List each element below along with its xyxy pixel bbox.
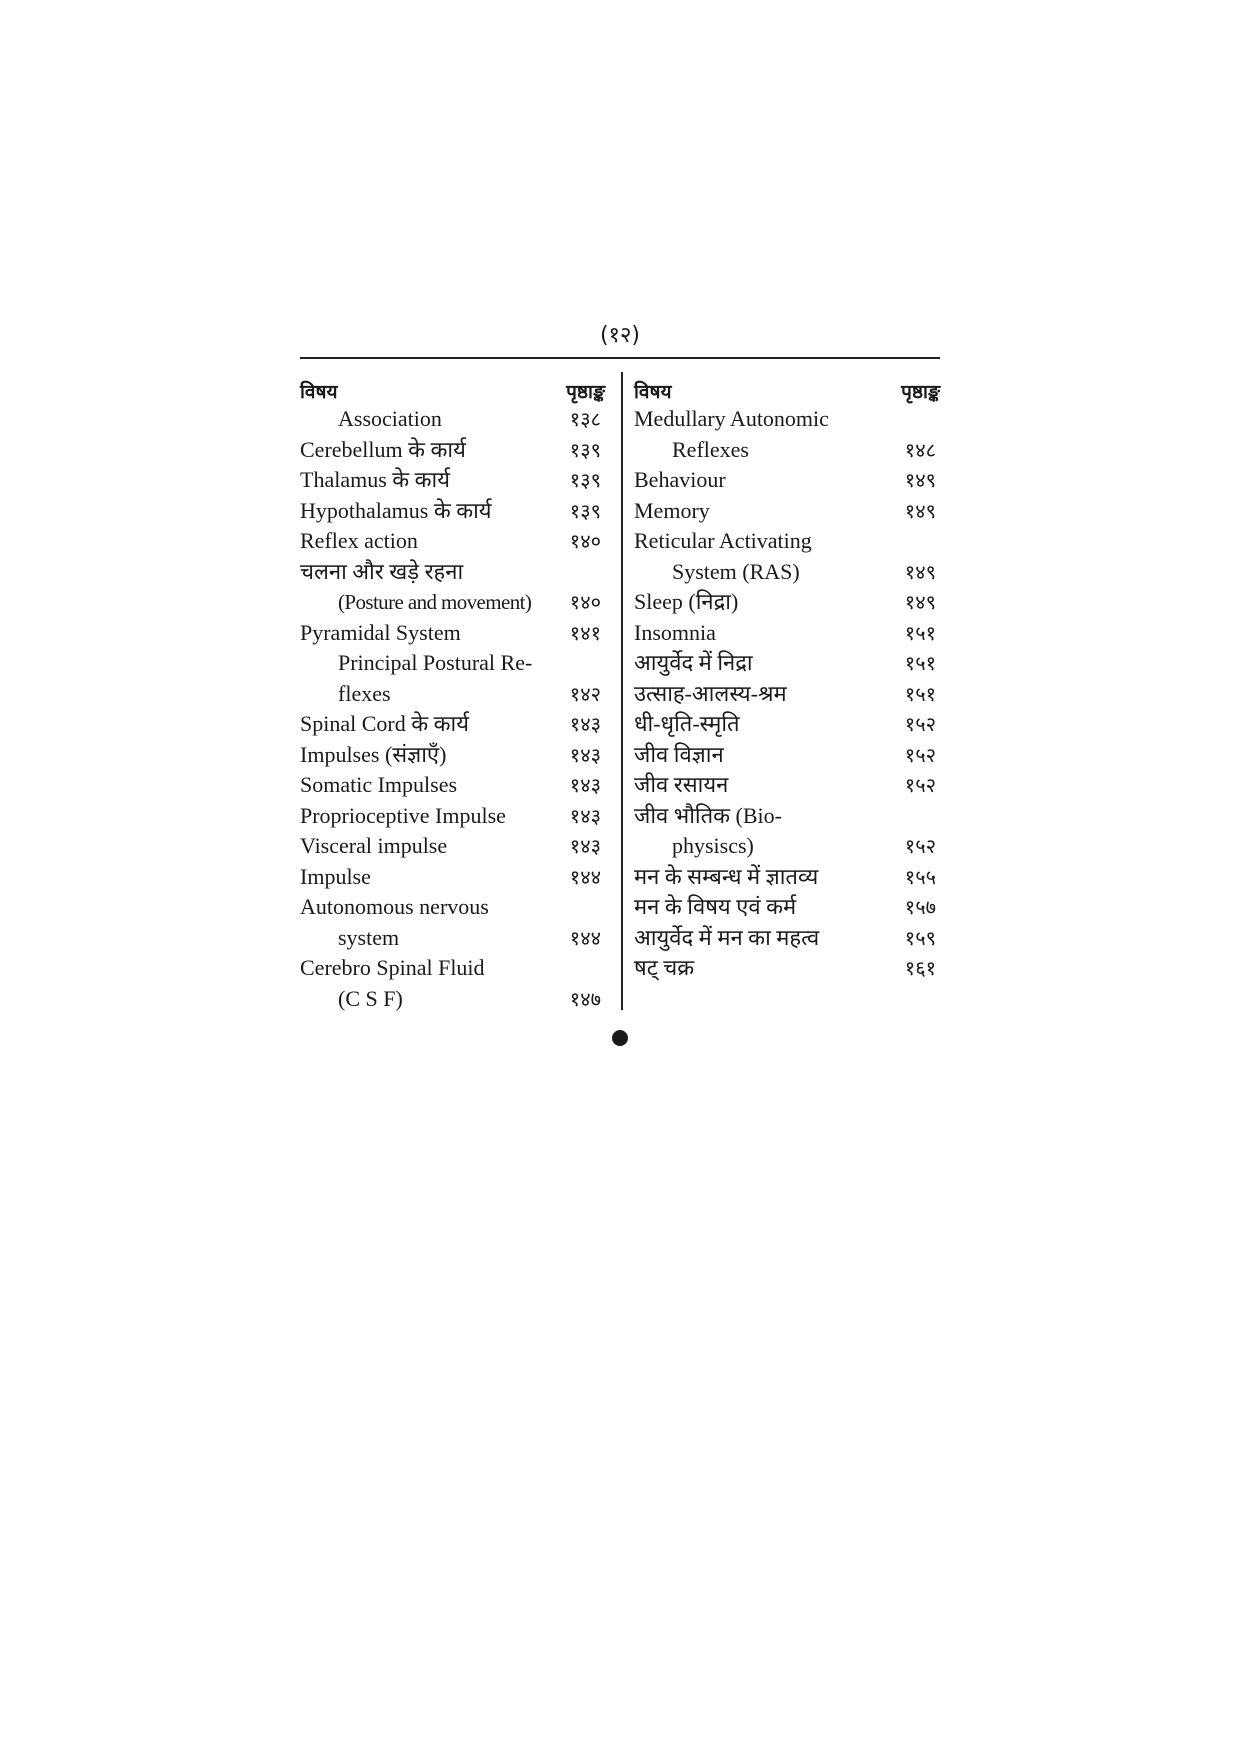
toc-entry [300, 679, 605, 710]
toc-entry [634, 587, 940, 618]
toc-entry [634, 435, 940, 466]
toc-entry [300, 770, 605, 801]
entry-title: Spinal Cord के कार्य [300, 711, 469, 736]
entry-title: Cerebellum के कार्य [300, 436, 466, 462]
toc-entry [300, 587, 605, 618]
entry-title: Memory [634, 497, 710, 523]
topic-header: विषय [634, 381, 672, 403]
entry-title: षट् चक्र [634, 955, 695, 980]
entry-title: Thalamus के कार्य [300, 467, 451, 492]
entry-page-number: १४२ [569, 681, 601, 706]
entry-title: flexes [338, 680, 391, 706]
toc-entry [634, 404, 940, 435]
entry-page-number: १४० [569, 590, 601, 614]
entry-title: Reflexes [672, 436, 749, 462]
entry-title: आयुर्वेद में निद्रा [634, 650, 753, 675]
entry-title: System (RAS) [672, 558, 800, 584]
page-header: पृष्ठाङ्क [566, 381, 605, 403]
entry-page-number: १४९ [904, 468, 936, 492]
toc-entry [634, 953, 940, 984]
toc-entry [300, 801, 605, 832]
entry-page-number: १४० [569, 529, 601, 553]
entry-page-number: १४४ [569, 864, 601, 889]
entry-page-number: १४३ [569, 803, 601, 828]
entry-title: जीव भौतिक (Bio- [634, 802, 782, 828]
entry-page-number: १४७ [569, 986, 601, 1011]
entry-page-number: १४३ [569, 712, 601, 736]
entry-title: Visceral impulse [300, 833, 448, 858]
entry-title: Pyramidal System [300, 619, 461, 645]
toc-entry [634, 679, 940, 710]
entry-title: Hypothalamus के कार्य [300, 497, 492, 523]
toc-entry [300, 435, 605, 466]
entry-title: Insomnia [634, 619, 716, 645]
toc-entry [300, 709, 605, 740]
entry-title: system [338, 924, 400, 950]
entry-page-number: १३९ [569, 437, 601, 462]
entry-title: चलना और खड़े रहना [300, 558, 464, 584]
entry-title: Somatic Impulses [300, 772, 458, 797]
entry-title: (Posture and movement) [338, 590, 532, 614]
toc-entry [634, 618, 940, 649]
toc-entry [300, 465, 605, 496]
entry-title: Reticular Activating [634, 528, 812, 553]
left-entry-list [300, 404, 605, 1014]
toc-entry [300, 892, 605, 923]
toc-entry [634, 557, 940, 588]
entry-title: Impulse [300, 863, 371, 889]
column-divider [621, 372, 623, 1010]
entry-page-number: १५१ [904, 651, 936, 675]
entry-title: Cerebro Spinal Fluid [300, 955, 485, 980]
toc-right-column [634, 370, 940, 984]
entry-title: धी-धृति-स्मृति [634, 711, 740, 736]
end-bullet [612, 1030, 628, 1046]
entry-page-number: १५२ [904, 773, 936, 797]
toc-entry [634, 526, 940, 557]
entry-title: उत्साह-आलस्य-श्रम [634, 680, 787, 706]
toc-entry [634, 831, 940, 862]
entry-page-number: १४१ [569, 620, 601, 645]
entry-title: Sleep (निद्रा) [634, 589, 739, 614]
toc-entry [300, 740, 605, 771]
entry-page-number: १५२ [904, 742, 936, 767]
toc-entry [300, 618, 605, 649]
page-number: (१२) [599, 323, 641, 348]
toc-entry [300, 862, 605, 893]
entry-page-number: १५९ [904, 925, 936, 950]
entry-title: Principal Postural Re- [338, 650, 533, 675]
toc-entry [300, 953, 605, 984]
toc-entry [634, 496, 940, 527]
entry-page-number: १४३ [569, 773, 601, 797]
entry-page-number: १५७ [904, 895, 936, 919]
entry-page-number: १५१ [904, 620, 936, 645]
toc-entry [634, 740, 940, 771]
toc-entry [634, 801, 940, 832]
toc-left-column [300, 370, 605, 1014]
toc-entry [634, 648, 940, 679]
entry-page-number: १४३ [569, 742, 601, 767]
toc-entry [300, 496, 605, 527]
toc-entry [634, 892, 940, 923]
entry-page-number: १६१ [904, 956, 936, 980]
toc-entry [300, 923, 605, 954]
entry-title: Behaviour [634, 467, 726, 492]
entry-page-number: १४४ [569, 925, 601, 950]
page-header: पृष्ठाङ्क [901, 381, 940, 403]
entry-page-number: १४३ [569, 834, 601, 858]
entry-title: जीव रसायन [634, 772, 729, 797]
entry-page-number: १३९ [569, 498, 601, 523]
entry-page-number: १४९ [904, 559, 936, 584]
toc-entry [300, 831, 605, 862]
toc-entry [300, 526, 605, 557]
entry-title: physiscs) [672, 833, 754, 858]
toc-entry [634, 923, 940, 954]
toc-entry [634, 709, 940, 740]
header-rule [300, 357, 940, 359]
entry-page-number: १३९ [569, 468, 601, 492]
entry-page-number: १४९ [904, 498, 936, 523]
entry-title: मन के सम्बन्ध में ज्ञातव्य [634, 863, 819, 889]
entry-title: Proprioceptive Impulse [300, 802, 506, 828]
entry-title: Autonomous nervous [300, 894, 489, 919]
right-column-header [634, 370, 940, 404]
toc-entry [300, 984, 605, 1015]
topic-header: विषय [300, 381, 338, 403]
entry-page-number: १४८ [904, 437, 936, 462]
entry-page-number: १४९ [904, 590, 936, 614]
entry-page-number: १५१ [904, 681, 936, 706]
entry-title: आयुर्वेद में मन का महत्व [634, 924, 820, 950]
entry-title: (C S F) [338, 985, 403, 1011]
entry-title: मन के विषय एवं कर्म [634, 894, 797, 919]
entry-title: Association [338, 406, 442, 431]
toc-entry [300, 557, 605, 588]
entry-page-number: १५२ [904, 712, 936, 736]
entry-page-number: १३८ [569, 407, 601, 431]
toc-entry [634, 770, 940, 801]
toc-entry [634, 465, 940, 496]
entry-title: Medullary Autonomic [634, 406, 829, 431]
entry-title: Reflex action [300, 528, 418, 553]
left-column-header [300, 370, 605, 404]
entry-page-number: १५५ [904, 864, 936, 889]
toc-entry [634, 862, 940, 893]
entry-title: जीव विज्ञान [634, 741, 724, 767]
entry-page-number: १५२ [904, 834, 936, 858]
toc-entry [300, 404, 605, 435]
right-entry-list [634, 404, 940, 984]
toc-entry [300, 648, 605, 679]
entry-title: Impulses (संज्ञाएँ) [300, 741, 447, 767]
